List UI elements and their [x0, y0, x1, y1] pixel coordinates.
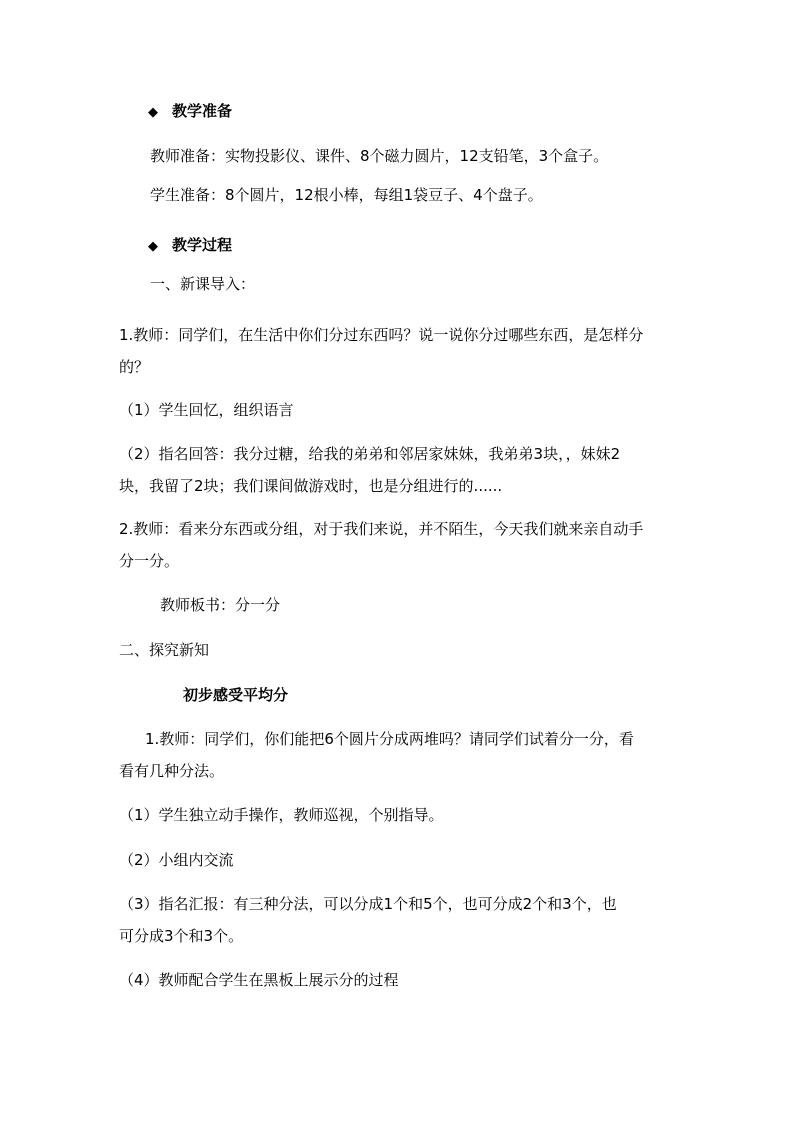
q1-item3-line1: （3）指名汇报：有三种分法，可以分成1个和5个，也可分成2个和3个，也: [119, 895, 617, 913]
process-heading-text: 教学过程: [172, 236, 233, 254]
q1-item1: （1）学生独立动手操作，教师巡视，个别指导。: [119, 806, 444, 824]
board-writing: 教师板书：分一分: [160, 596, 281, 614]
q1-line2: 看有几种分法。: [119, 762, 225, 780]
student-prep: 学生准备：8个圆片，12根小棒，每组1袋豆子、4个盘子。: [150, 186, 543, 204]
p2-line1: 2.教师：看来分东西或分组，对于我们来说，并不陌生，今天我们就来亲自动手: [119, 520, 644, 538]
q1-item2: （2）小组内交流: [119, 851, 234, 869]
p1-line2: 的？: [119, 358, 150, 376]
prep-heading-text: 教学准备: [172, 102, 233, 120]
p1-item1: （1）学生回忆，组织语言: [119, 401, 294, 419]
q1-item3-line2: 可分成3个和3个。: [119, 927, 244, 945]
p1-item2-line2: 块，我留了2块；我们课间做游戏时，也是分组进行的......: [119, 477, 503, 495]
p2-line2: 分一分。: [119, 552, 180, 570]
q1-item4: （4）教师配合学生在黑板上展示分的过程: [119, 971, 399, 989]
teacher-prep: 教师准备：实物投影仪、课件、8个磁力圆片，12支铅笔，3个盒子。: [150, 147, 609, 165]
q1-line1: 1.教师：同学们，你们能把6个圆片分成两堆吗？请同学们试着分一分，看: [145, 730, 634, 748]
sub-heading: 初步感受平均分: [183, 686, 289, 704]
p1-line1: 1.教师：同学们，在生活中你们分过东西吗？说一说你分过哪些东西，是怎样分: [119, 326, 644, 344]
process-heading: [148, 234, 232, 256]
diamond-bullet-icon: ◆: [148, 239, 158, 254]
p1-item2-line1: （2）指名回答：我分过糖，给我的弟弟和邻居家妹妹，我弟弟3块，，妹妹2: [119, 445, 621, 463]
diamond-bullet-icon: ◆: [148, 105, 158, 120]
prep-heading: [148, 100, 232, 122]
part2-title: 二、探究新知: [119, 641, 210, 659]
part1-title: 一、新课导入：: [150, 275, 256, 293]
